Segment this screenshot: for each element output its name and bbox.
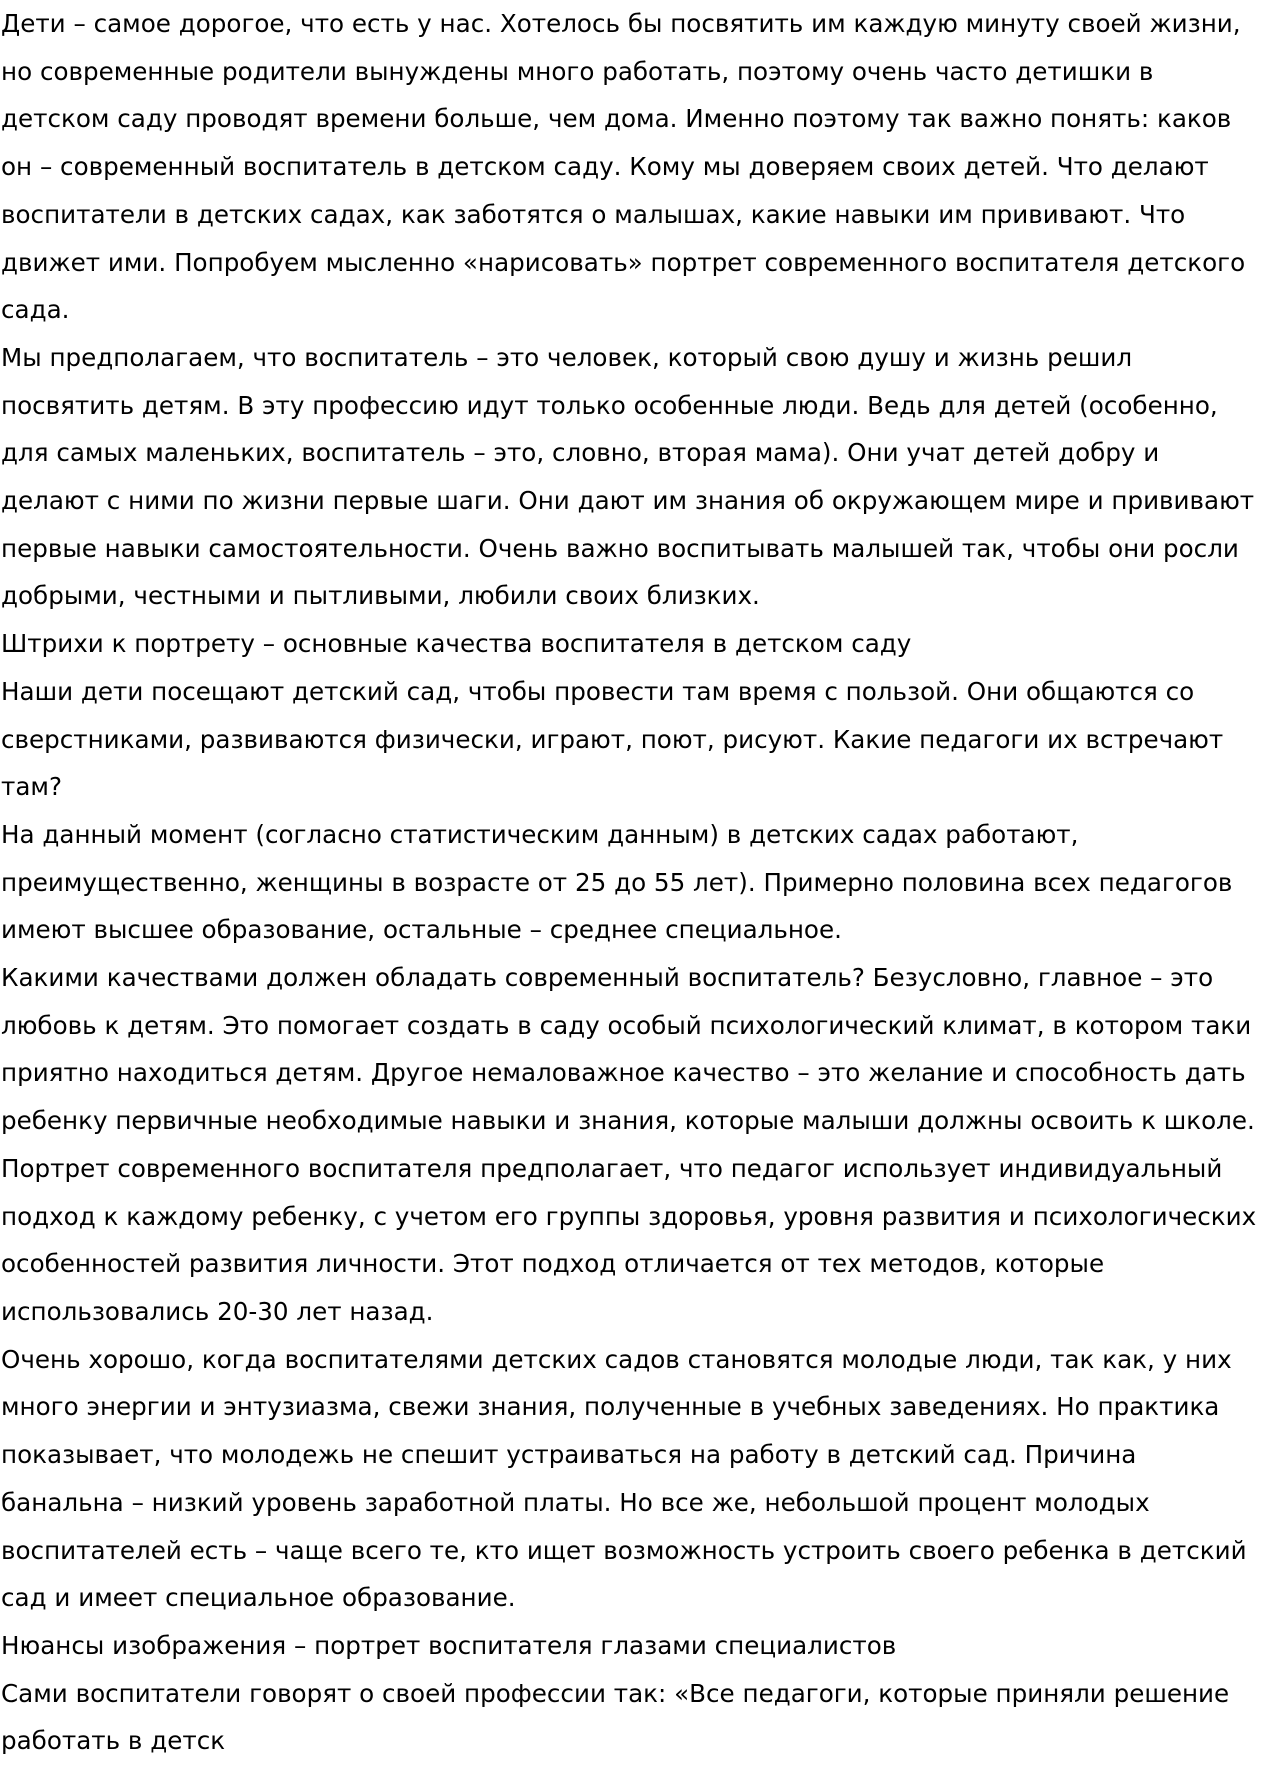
section-heading-qualities: Штрихи к портрету – основные качества воспитателя в детском саду — [1, 629, 912, 659]
paragraph-statistics: На данный момент (согласно статистическим данным) в детских садах работают, преимущественно, женщины в возрасте от 25 до 55 лет). Примерно половина всех педагогов имеют высшее образование, остальные – среднее специальное. — [1, 819, 1233, 945]
paragraph-kindergarten-visits: Наши дети посещают детский сад, чтобы провести там время с пользой. Они общаются со сверстниками, развиваются физически, играют, поют, рисуют. Какие педагоги их встречают там? — [1, 676, 1224, 802]
paragraph-educators-quote: Сами воспитатели говорят о своей профессии так: «Все педагоги, которые приняли решение работать в детск — [1, 1678, 1230, 1756]
paragraph-young-educators: Очень хорошо, когда воспитателями детских садов становятся молодые люди, так как, у них много энергии и энтузиазма, свежи знания, полученные в учебных заведениях. Но практика показывает, что молодежь не спешит устраиваться на работу в детский сад. Причина банальна – низкий уровень заработной платы. Но все же, небольшой процент молодых воспитателей есть – чаще всего те, кто ищет возможность устроить своего ребенка в детский сад и имеет специальное образование. — [1, 1344, 1247, 1613]
paragraph-educator-role: Мы предполагаем, что воспитатель – это человек, который свою душу и жизнь решил посвятить детям. В эту профессию идут только особенные люди. Ведь для детей (особенно, для самых маленьких, воспитатель – это, словно, вторая мама). Они учат детей добру и делают с ними по жизни первые шаги. Они дают им знания об окружающем мире и прививают первые навыки самостоятельности. Очень важно воспитывать малышей так, чтобы они росли добрыми, честными и пытливыми, любили своих близких. — [1, 342, 1255, 611]
paragraph-intro: Дети – самое дорогое, что есть у нас. Хотелось бы посвятить им каждую минуту своей жизни, но современные родители вынуждены много работать, поэтому очень часто детишки в детском саду проводят времени больше, чем дома. Именно поэтому так важно понять: каков он – современный воспитатель в детском саду. Кому мы доверяем своих детей. Что делают воспитатели в детских садах, как заботятся о малышах, какие навыки им прививают. Что движет ими. Попробуем мысленно «нарисовать» портрет современного воспитателя детского сада. — [1, 9, 1246, 325]
section-heading-nuances: Нюансы изображения – портрет воспитателя глазами специалистов — [1, 1630, 897, 1660]
paragraph-qualities: Какими качествами должен обладать современный воспитатель? Безусловно, главное – это любовь к детям. Это помогает создать в саду особый психологический климат, в котором таки приятно находиться детям. Другое немаловажное качество – это желание и способность дать ребенку первичные необходимые навыки и знания, которые малыши должны освоить к школе. Портрет современного воспитателя предполагает, что педагог использует индивидуальный подход к каждому ребенку, с учетом его группы здоровья, уровня развития и психологических особенностей развития личности. Этот подход отличается от тех методов, которые использовались 20-30 лет назад. — [1, 963, 1257, 1326]
